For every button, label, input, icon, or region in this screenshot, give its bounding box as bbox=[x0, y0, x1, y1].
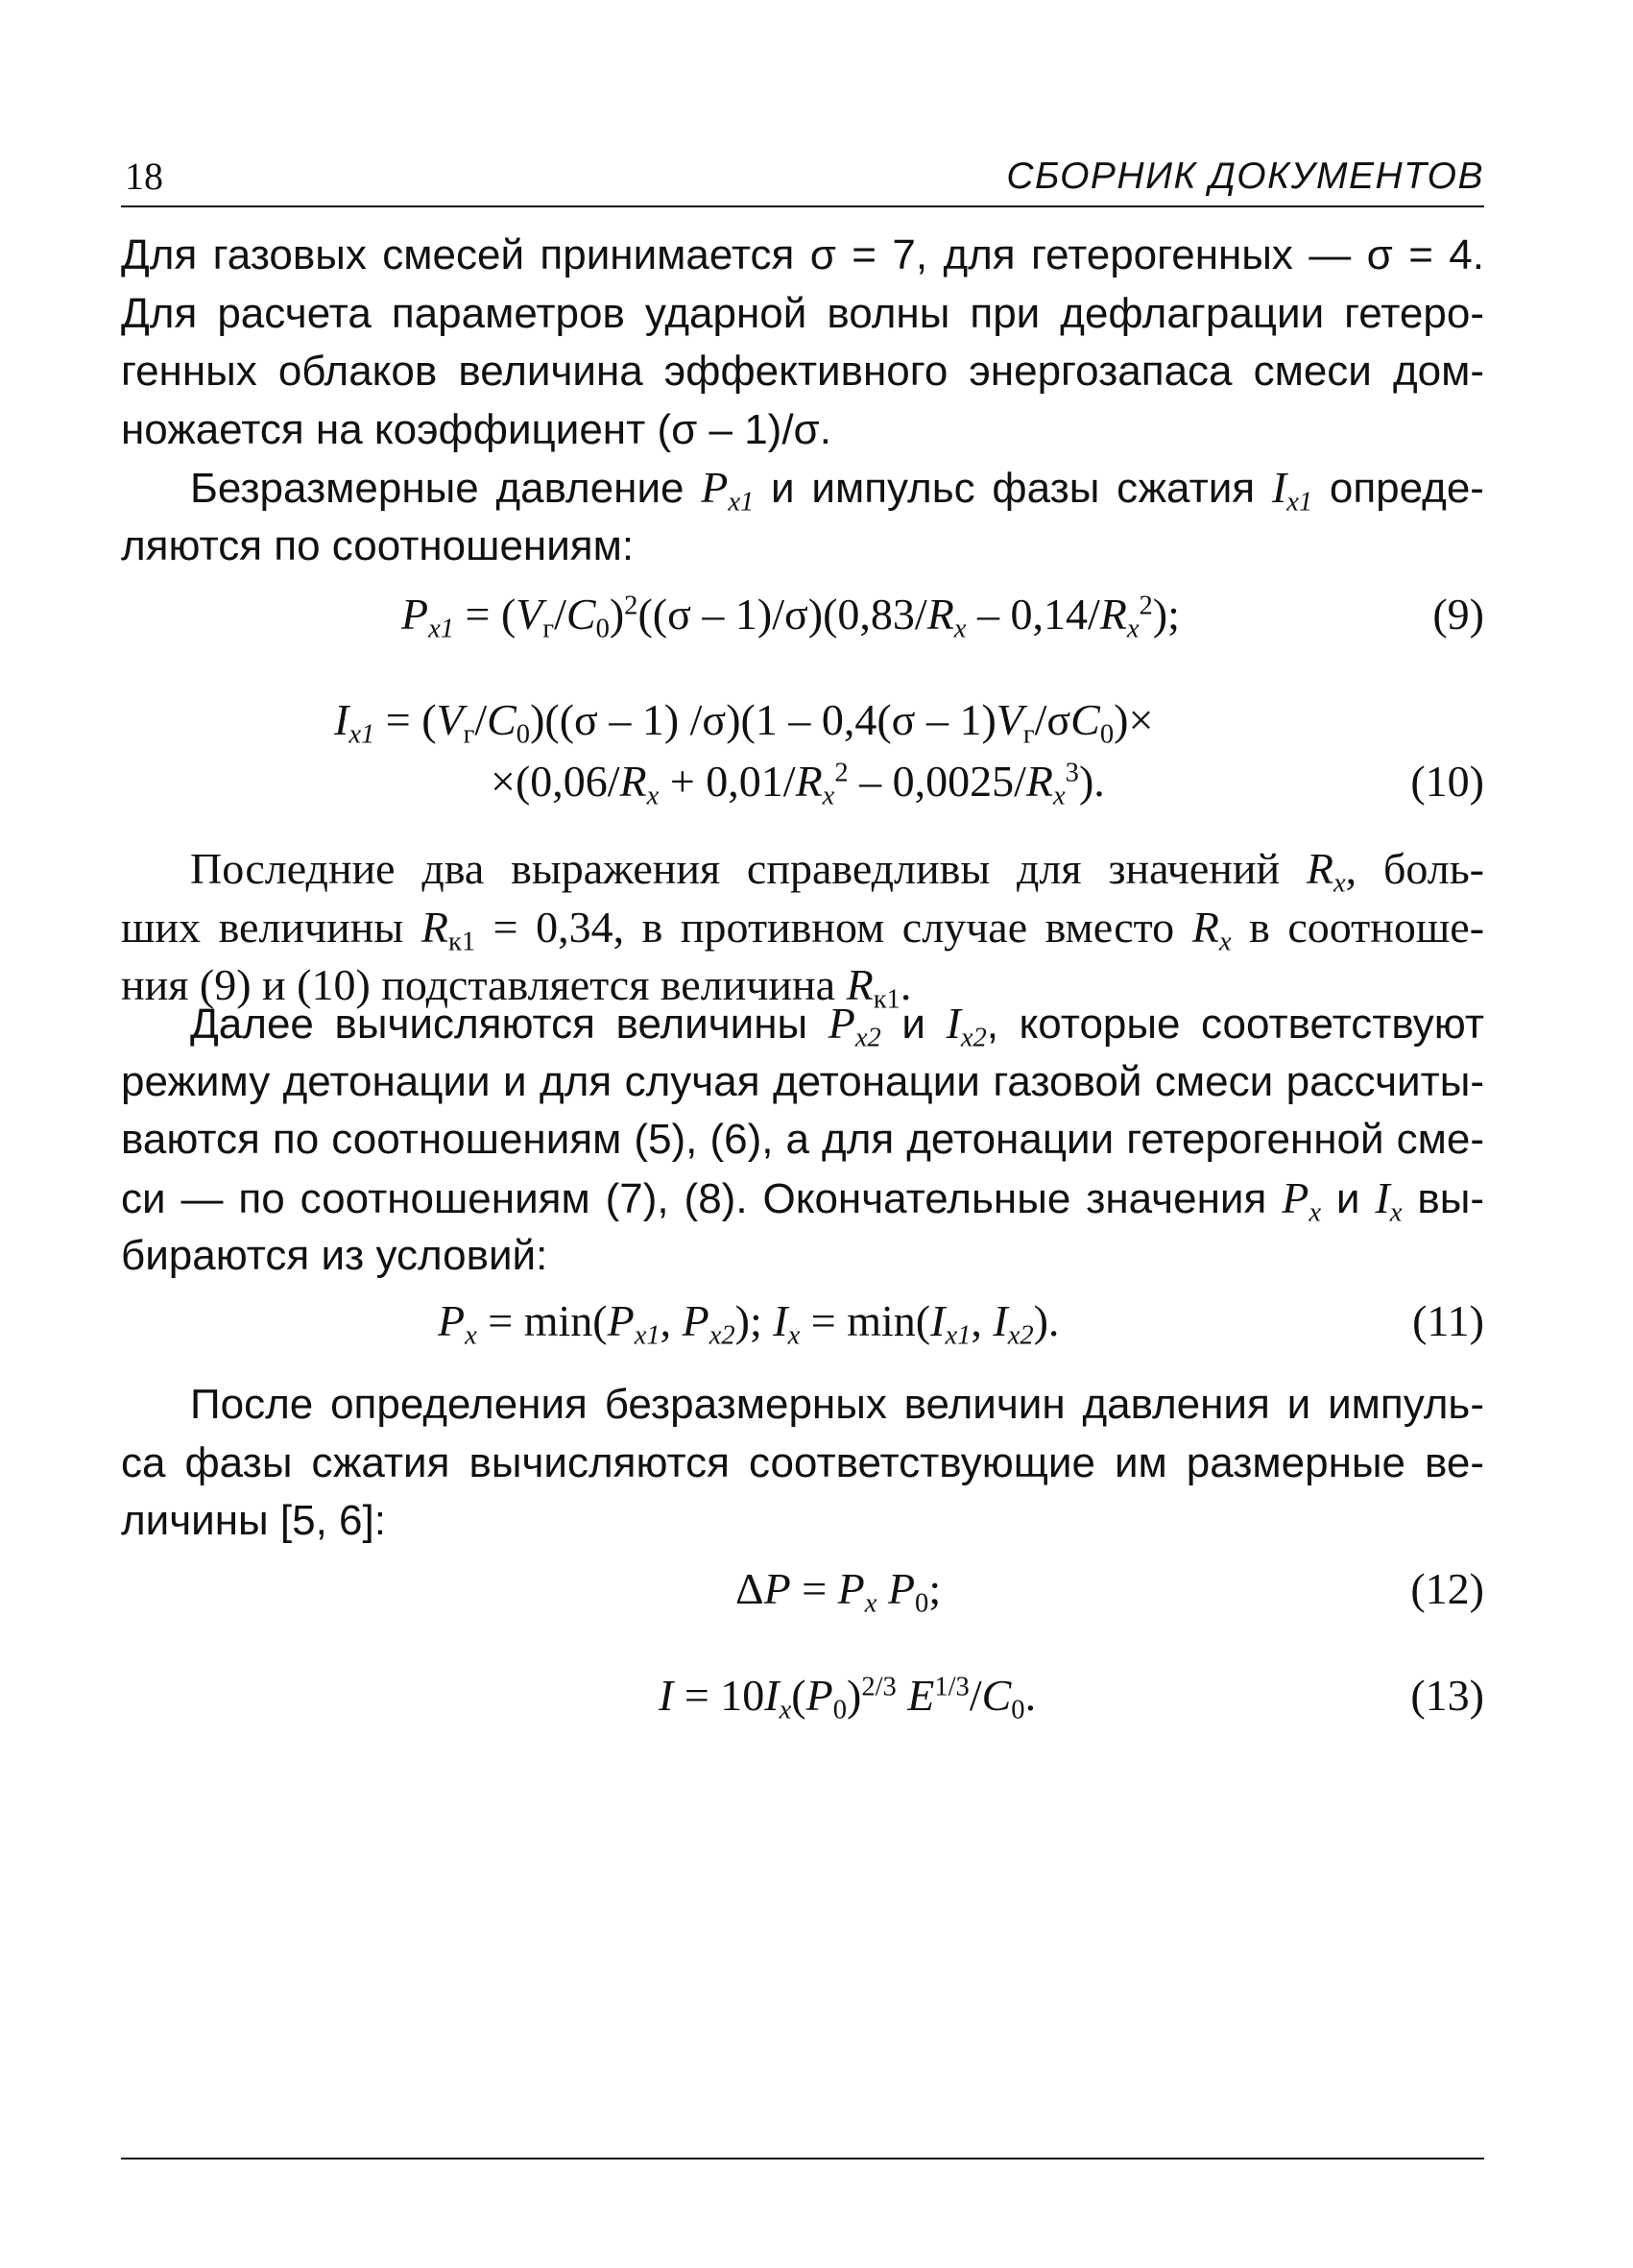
equation-part: + 0,01/ bbox=[659, 757, 796, 806]
text-line: ляются по соотношениям: bbox=[121, 521, 635, 569]
text-line: ножается на коэффициент (σ – 1)/σ. bbox=[121, 405, 831, 453]
symbol-i: I bbox=[764, 1671, 780, 1720]
equation-number: (9) bbox=[1432, 590, 1484, 639]
running-title: СБОРНИК ДОКУМЕНТОВ bbox=[1006, 156, 1484, 197]
equation-body bbox=[735, 1558, 941, 1620]
subscript: 0 bbox=[1099, 719, 1115, 750]
equation-part: ) bbox=[609, 590, 625, 639]
equation-number: (10) bbox=[1410, 757, 1484, 806]
equation-part: Δ bbox=[735, 1564, 764, 1613]
text-line: бираются из условий: bbox=[121, 1232, 548, 1279]
equation-body bbox=[401, 584, 1180, 645]
symbol-i: I bbox=[334, 695, 349, 744]
symbol-r: R bbox=[1025, 757, 1053, 806]
text-segment: Далее вычисляются величины bbox=[190, 1001, 808, 1048]
subscript: x bbox=[1389, 1197, 1403, 1228]
text-line: ваются по соотношениям (5), (6), а для детонации гетерогенной сме- bbox=[121, 1116, 1484, 1163]
paragraph-dimensional bbox=[121, 1376, 1484, 1551]
equation-10-line-1 bbox=[121, 689, 1484, 751]
subscript: x bbox=[822, 781, 835, 811]
equation-part: , bbox=[971, 1296, 994, 1345]
symbol-r: R bbox=[926, 590, 954, 639]
equation-12 bbox=[121, 1558, 1484, 1620]
subscript: x1 bbox=[945, 1320, 972, 1351]
subscript: x bbox=[953, 614, 967, 644]
equation-body bbox=[659, 1665, 1036, 1726]
subscript: x bbox=[864, 1588, 877, 1619]
paragraph-detonation bbox=[121, 995, 1484, 1286]
symbol-i: I bbox=[946, 999, 961, 1048]
subscript: x bbox=[1218, 927, 1232, 957]
subscript: x bbox=[646, 781, 660, 811]
symbol-i: I bbox=[930, 1296, 946, 1345]
subscript: x1 bbox=[634, 1320, 660, 1351]
subscript: г bbox=[542, 614, 555, 644]
superscript: 2 bbox=[624, 591, 638, 621]
text-line bbox=[121, 459, 1484, 518]
symbol-p: P bbox=[701, 463, 729, 512]
subscript: x bbox=[1333, 868, 1346, 899]
subscript: 0 bbox=[516, 719, 531, 750]
text-line: Для газовых смесей принимается σ = 7, для гетерогенных — σ = 4. bbox=[121, 231, 1484, 278]
subscript: 0 bbox=[595, 614, 610, 644]
paragraph-sigma-values bbox=[121, 227, 1484, 459]
text-line: генных облаков величина эффективного энергозапаса смеси дом- bbox=[121, 348, 1484, 395]
equation-part: ; bbox=[928, 1564, 942, 1613]
symbol-r: R bbox=[1099, 590, 1127, 639]
text-line: После определения безразмерных величин давления и импуль- bbox=[190, 1381, 1484, 1428]
symbol-v: V bbox=[436, 695, 464, 744]
subscript: x bbox=[787, 1320, 801, 1351]
symbol-v: V bbox=[996, 695, 1023, 744]
symbol-e: E bbox=[907, 1671, 935, 1720]
symbol-p: P bbox=[837, 1564, 865, 1613]
symbol-i: I bbox=[659, 1671, 674, 1720]
equation-9 bbox=[121, 584, 1484, 645]
text-line bbox=[121, 899, 1484, 957]
symbol-r: R bbox=[1306, 844, 1333, 893]
page-number: 18 bbox=[125, 155, 163, 198]
equation-part: – 0,0025/ bbox=[848, 757, 1026, 806]
equation-part: ). bbox=[1033, 1296, 1060, 1345]
symbol-p: P bbox=[1282, 1172, 1309, 1222]
text-line bbox=[121, 1170, 1484, 1228]
text-segment: си — по соотношениям (7), (8). Окончательные значения bbox=[121, 1174, 1267, 1222]
subscript: x bbox=[1053, 781, 1066, 811]
symbol-p: P bbox=[887, 1564, 916, 1613]
paragraph-validity bbox=[121, 840, 1484, 1015]
subscript: x2 bbox=[1007, 1320, 1034, 1351]
subscript: 0 bbox=[915, 1588, 929, 1619]
symbol-r: R bbox=[420, 902, 448, 952]
symbol-v: V bbox=[516, 590, 543, 639]
superscript: 2 bbox=[834, 758, 849, 788]
text-segment: в соотноше- bbox=[1249, 902, 1485, 952]
equation-part: ). bbox=[1078, 757, 1105, 806]
symbol-c: C bbox=[1070, 695, 1100, 744]
symbol-c: C bbox=[981, 1671, 1012, 1720]
equation-part: ); bbox=[734, 1296, 774, 1345]
subscript: x bbox=[465, 1320, 477, 1351]
equation-part: = min( bbox=[800, 1296, 931, 1345]
text-segment: ших величины bbox=[121, 902, 404, 952]
equation-part: = 10 bbox=[673, 1671, 765, 1720]
symbol-p: P bbox=[682, 1296, 709, 1345]
subscript: x2 bbox=[854, 1023, 881, 1053]
equation-13 bbox=[121, 1665, 1484, 1726]
equation-body bbox=[438, 1291, 1059, 1352]
equation-part: = min( bbox=[476, 1296, 608, 1345]
equation-part: )× bbox=[1114, 695, 1154, 744]
symbol-p: P bbox=[763, 1564, 791, 1613]
subscript: г bbox=[463, 719, 475, 750]
equation-part: = ( bbox=[374, 695, 437, 744]
symbol-c: C bbox=[487, 695, 516, 744]
subscript: x2 bbox=[960, 1023, 987, 1053]
subscript: x1 bbox=[348, 719, 375, 750]
symbol-p: P bbox=[401, 590, 429, 639]
equation-part: / bbox=[554, 590, 566, 639]
subscript: к1 bbox=[873, 984, 901, 1015]
equation-11 bbox=[121, 1291, 1484, 1352]
symbol-i: I bbox=[1271, 463, 1287, 512]
subscript: 0 bbox=[1011, 1695, 1025, 1725]
subscript: x2 bbox=[708, 1320, 735, 1351]
text-line: режиму детонации и для случая детонации газовой смеси рассчиты- bbox=[121, 1057, 1484, 1105]
equation-part: ) bbox=[846, 1671, 862, 1720]
equation-part: – 0,14/ bbox=[966, 590, 1100, 639]
text-segment: Последние два выражения справедливы для значений bbox=[190, 844, 1281, 893]
text-segment: . bbox=[900, 960, 912, 1009]
subscript: x bbox=[779, 1695, 792, 1725]
equation-part: ); bbox=[1152, 590, 1180, 639]
superscript: 2/3 bbox=[861, 1672, 897, 1702]
symbol-r: R bbox=[795, 757, 823, 806]
subscript: x1 bbox=[728, 487, 755, 518]
symbol-r: R bbox=[619, 757, 647, 806]
equation-part: = bbox=[790, 1564, 838, 1613]
symbol-r: R bbox=[846, 960, 874, 1009]
equation-number: (11) bbox=[1412, 1296, 1484, 1345]
equation-part: /σ bbox=[1034, 695, 1071, 744]
symbol-i: I bbox=[993, 1296, 1008, 1345]
equation-10-line-2 bbox=[121, 751, 1484, 812]
paragraph-dimensionless-params bbox=[121, 459, 1484, 575]
subscript: 0 bbox=[832, 1695, 847, 1725]
text-segment: и импульс фазы сжатия bbox=[771, 465, 1256, 512]
subscript: г bbox=[1022, 719, 1035, 750]
text-segment: , боль- bbox=[1345, 844, 1485, 893]
text-segment: опреде- bbox=[1329, 465, 1484, 512]
text-segment: вы- bbox=[1417, 1174, 1484, 1222]
superscript: 3 bbox=[1065, 758, 1079, 788]
subscript: x bbox=[1309, 1197, 1321, 1228]
text-line: са фазы сжатия вычисляются соответствующие им размерные ве- bbox=[121, 1438, 1484, 1486]
equation-part: / bbox=[474, 695, 488, 744]
equation-part: ( bbox=[791, 1671, 806, 1720]
page-header bbox=[121, 152, 1484, 209]
text-segment: Безразмерные давление bbox=[190, 465, 684, 512]
symbol-r: R bbox=[1191, 902, 1219, 952]
equation-part: / bbox=[969, 1671, 982, 1720]
equation-number: (13) bbox=[1410, 1671, 1484, 1720]
text-line: Для расчета параметров ударной волны при дефлаграции гетеро- bbox=[121, 289, 1484, 337]
header-rule bbox=[121, 205, 1484, 207]
subscript: x1 bbox=[428, 614, 455, 644]
symbol-p: P bbox=[828, 999, 855, 1048]
equation-part: ((σ – 1)/σ)(0,83/ bbox=[637, 590, 927, 639]
equation-part: ×(0,06/ bbox=[491, 757, 620, 806]
symbol-p: P bbox=[438, 1296, 466, 1345]
equation-body bbox=[491, 751, 1105, 812]
symbol-i: I bbox=[773, 1296, 788, 1345]
symbol-p: P bbox=[805, 1671, 833, 1720]
text-segment: и bbox=[901, 1001, 925, 1048]
symbol-i: I bbox=[1375, 1172, 1390, 1222]
text-line bbox=[121, 840, 1484, 899]
subscript: x1 bbox=[1286, 487, 1313, 518]
equation-number: (12) bbox=[1410, 1564, 1484, 1613]
text-segment: = 0,34, в противном случае вместо bbox=[492, 902, 1175, 952]
text-segment: и bbox=[1335, 1174, 1360, 1222]
equation-part: )((σ – 1) /σ)(1 – 0,4(σ – 1) bbox=[530, 695, 997, 744]
equation-part: , bbox=[660, 1296, 683, 1345]
equation-part: . bbox=[1024, 1671, 1037, 1720]
symbol-c: C bbox=[565, 590, 596, 639]
text-segment: ния (9) и (10) подставляется величина bbox=[121, 960, 836, 1009]
equation-part: = ( bbox=[454, 590, 516, 639]
subscript: x bbox=[1126, 614, 1140, 644]
text-line bbox=[121, 995, 1484, 1053]
text-line: личины [5, 6]: bbox=[121, 1497, 386, 1544]
equation-body bbox=[334, 689, 1153, 751]
subscript: к1 bbox=[447, 927, 476, 957]
symbol-p: P bbox=[607, 1296, 635, 1345]
text-segment: , которые соответствуют bbox=[986, 1001, 1484, 1048]
superscript: 1/3 bbox=[934, 1672, 970, 1702]
superscript: 2 bbox=[1139, 591, 1153, 621]
footer-rule bbox=[121, 2158, 1484, 2159]
